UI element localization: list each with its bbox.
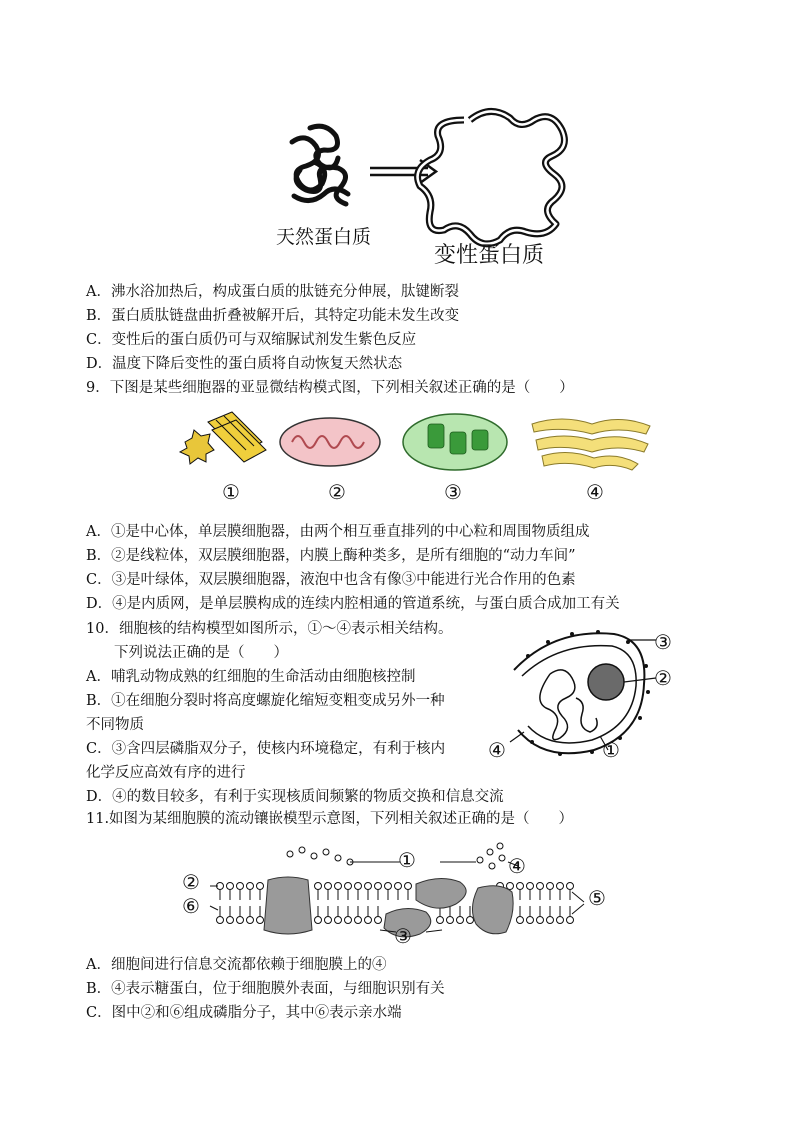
- chloroplast-drawing: [403, 414, 507, 470]
- membrane-label-6: ⑥: [182, 894, 200, 918]
- q10-option-b: B．①在细胞分裂时将高度螺旋化缩短变粗变成另外一种: [86, 693, 445, 709]
- nucleus-label-4: ④: [488, 738, 506, 762]
- q9-stem: 9．下图是某些细胞器的亚显微结构模式图，下列相关叙述正确的是（ ）: [86, 380, 574, 396]
- organelle-label-1: ①: [222, 480, 240, 504]
- organelle-label-2: ②: [328, 480, 346, 504]
- q8-option-b: B．蛋白质肽链盘曲折叠被解开后，其特定功能未发生改变: [86, 308, 460, 324]
- native-protein-coil: [292, 126, 348, 204]
- organelle-figure: [170, 410, 670, 510]
- protein-denaturation-figure: [270, 100, 570, 270]
- nucleus-label-1: ①: [602, 738, 620, 762]
- membrane-label-4: ④: [508, 854, 526, 878]
- q9-option-b: B．②是线粒体，双层膜细胞器，内膜上酶种类多，是所有细胞的“动力车间”: [86, 548, 576, 564]
- q10-option-a: A．哺乳动物成熟的红细胞的生命活动由细胞核控制: [86, 669, 416, 685]
- mitochondrion-drawing: [280, 418, 380, 466]
- native-protein-label: 天然蛋白质: [276, 226, 372, 248]
- nucleus-figure: [488, 626, 684, 764]
- organelle-label-4: ④: [586, 480, 604, 504]
- q11-option-c: C．图中②和⑥组成磷脂分子，其中⑥表示亲水端: [86, 1005, 402, 1021]
- q10-stem: 10．细胞核的结构模型如图所示，①～④表示相关结构。: [86, 621, 453, 637]
- q9-option-a: A．①是中心体，单层膜细胞器，由两个相互垂直排列的中心粒和周围物质组成: [86, 524, 590, 540]
- q10-option-c: C．③含四层磷脂双分子，使核内环境稳定，有利于核内: [86, 741, 446, 757]
- nucleus-label-2: ②: [654, 666, 672, 690]
- q11-stem: 11.如图为某细胞膜的流动镶嵌模型示意图，下列相关叙述正确的是（ ）: [86, 811, 574, 827]
- nucleus-label-3: ③: [654, 630, 672, 654]
- organelle-drawings: [170, 410, 670, 480]
- q10-option-c-cont: 化学反应高效有序的进行: [86, 765, 246, 781]
- q8-option-d: D．温度下降后变性的蛋白质将自动恢复天然状态: [86, 356, 403, 372]
- membrane-figure: [180, 840, 620, 948]
- centriole-drawing: [180, 412, 266, 464]
- q10-option-d: D．④的数目较多，有利于实现核质间频繁的物质交换和信息交流: [86, 789, 504, 805]
- membrane-label-2: ②: [182, 870, 200, 894]
- membrane-label-5: ⑤: [588, 886, 606, 910]
- organelle-label-3: ③: [444, 480, 462, 504]
- q8-option-c: C．变性后的蛋白质仍可与双缩脲试剂发生紫色反应: [86, 332, 417, 348]
- q11-option-b: B．④表示糖蛋白，位于细胞膜外表面，与细胞识别有关: [86, 981, 445, 997]
- q10-option-b-cont: 不同物质: [86, 717, 144, 733]
- membrane-label-3: ③: [394, 924, 412, 948]
- q10-stem-2: 下列说法正确的是（ ）: [114, 645, 288, 661]
- endoplasmic-reticulum-drawing: [532, 419, 650, 470]
- membrane-label-1: ①: [398, 848, 416, 872]
- q8-option-a: A．沸水浴加热后，构成蛋白质的肽链充分伸展，肽键断裂: [86, 284, 459, 300]
- q9-option-d: D．④是内质网，是单层膜构成的连续内腔相通的管道系统，与蛋白质合成加工有关: [86, 596, 620, 612]
- denatured-protein-chain: [418, 111, 565, 243]
- q9-option-c: C．③是叶绿体，双层膜细胞器，液泡中也含有像③中能进行光合作用的色素: [86, 572, 576, 588]
- q11-option-a: A．细胞间进行信息交流都依赖于细胞膜上的④: [86, 957, 387, 973]
- denatured-protein-label: 变性蛋白质: [434, 243, 545, 268]
